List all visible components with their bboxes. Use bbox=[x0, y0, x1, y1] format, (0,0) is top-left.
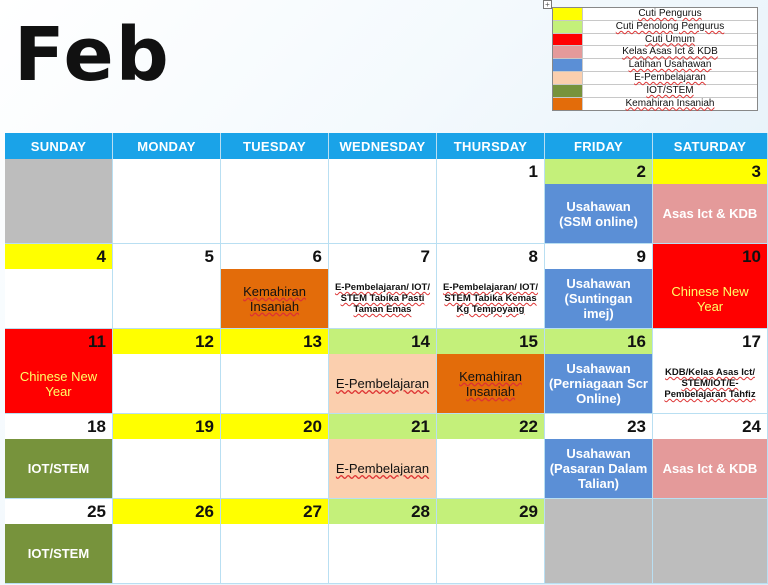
legend-label: Kelas Asas Ict & KDB bbox=[622, 46, 718, 58]
event-text: E-Pembelajaran/ IOT/ STEM Tabika Kemas Kg Tempoyang bbox=[442, 282, 539, 315]
event-text: Chinese New Year bbox=[671, 283, 749, 314]
day-number: 5 bbox=[113, 244, 220, 269]
day-header-tuesday: TUESDAY bbox=[221, 133, 329, 159]
day-number: 21 bbox=[329, 414, 436, 439]
event-area bbox=[221, 184, 328, 243]
day-number: 22 bbox=[437, 414, 544, 439]
day-cell[interactable] bbox=[653, 414, 768, 499]
event-label bbox=[329, 439, 436, 498]
event-text: IOT/STEM bbox=[27, 546, 90, 561]
day-cell[interactable] bbox=[653, 159, 768, 244]
event-text: Usahawan (SSM online) bbox=[559, 198, 638, 229]
event-area bbox=[221, 524, 328, 583]
legend-swatch bbox=[553, 21, 583, 33]
day-cell[interactable] bbox=[221, 244, 329, 329]
day-cell[interactable] bbox=[329, 329, 437, 414]
day-number bbox=[113, 159, 220, 184]
event-label bbox=[653, 439, 767, 498]
day-cell[interactable] bbox=[545, 159, 653, 244]
day-number: 4 bbox=[5, 244, 112, 269]
event-text: Usahawan (Suntingan imej) bbox=[564, 276, 633, 321]
day-header-sunday: SUNDAY bbox=[5, 133, 113, 159]
day-number: 18 bbox=[5, 414, 112, 439]
day-cell[interactable] bbox=[221, 499, 329, 584]
legend-row bbox=[553, 59, 757, 72]
day-number: 28 bbox=[329, 499, 436, 524]
event-label bbox=[545, 439, 652, 498]
event-text: Asas Ict & KDB bbox=[662, 206, 758, 221]
event-label bbox=[5, 524, 112, 583]
event-label bbox=[329, 269, 436, 328]
legend-row bbox=[553, 34, 757, 47]
empty-day-cell bbox=[545, 499, 653, 584]
legend-row bbox=[553, 46, 757, 59]
day-number: 13 bbox=[221, 329, 328, 354]
event-label bbox=[653, 354, 767, 413]
day-number bbox=[221, 159, 328, 184]
day-cell[interactable] bbox=[5, 414, 113, 499]
event-area bbox=[329, 524, 436, 583]
day-header-friday: FRIDAY bbox=[545, 133, 653, 159]
event-label bbox=[329, 354, 436, 413]
day-cell[interactable] bbox=[5, 329, 113, 414]
legend-label: Kemahiran Insaniah bbox=[625, 97, 715, 109]
event-text: E-Pembelajaran bbox=[335, 461, 430, 476]
day-number: 9 bbox=[545, 244, 652, 269]
event-area bbox=[437, 524, 544, 583]
day-number: 20 bbox=[221, 414, 328, 439]
day-number: 7 bbox=[329, 244, 436, 269]
legend-swatch bbox=[553, 46, 583, 58]
day-number: 23 bbox=[545, 414, 652, 439]
day-number: 12 bbox=[113, 329, 220, 354]
day-number: 26 bbox=[113, 499, 220, 524]
event-text: IOT/STEM bbox=[27, 461, 90, 476]
legend-row bbox=[553, 72, 757, 85]
event-label bbox=[5, 439, 112, 498]
empty-day-cell bbox=[5, 159, 113, 244]
calendar-grid bbox=[5, 133, 768, 585]
day-number: 11 bbox=[5, 329, 112, 354]
event-text: Kemahiran Insaniah bbox=[459, 368, 522, 399]
day-cell[interactable] bbox=[221, 329, 329, 414]
day-number: 3 bbox=[653, 159, 767, 184]
event-label bbox=[653, 269, 767, 328]
day-number: 1 bbox=[437, 159, 544, 184]
legend-label: Latihan Usahawan bbox=[628, 59, 712, 71]
event-label bbox=[545, 354, 652, 413]
day-cell[interactable] bbox=[545, 414, 653, 499]
event-area bbox=[113, 439, 220, 498]
day-number: 6 bbox=[221, 244, 328, 269]
day-number: 27 bbox=[221, 499, 328, 524]
event-label bbox=[545, 184, 652, 243]
event-text: Asas Ict & KDB bbox=[662, 461, 758, 476]
month-title: Feb bbox=[14, 12, 171, 98]
legend-swatch bbox=[553, 59, 583, 71]
day-number: 19 bbox=[113, 414, 220, 439]
empty-day-cell bbox=[653, 499, 768, 584]
event-label bbox=[437, 354, 544, 413]
legend-label: Cuti Pengurus bbox=[638, 8, 702, 19]
event-area bbox=[221, 354, 328, 413]
event-text: E-Pembelajaran bbox=[335, 376, 430, 391]
move-handle-icon[interactable]: + bbox=[543, 0, 552, 9]
legend-label: E-Pembelajaran bbox=[634, 71, 706, 83]
day-cell[interactable] bbox=[437, 329, 545, 414]
day-number: 29 bbox=[437, 499, 544, 524]
day-header-monday: MONDAY bbox=[113, 133, 221, 159]
day-cell[interactable] bbox=[329, 414, 437, 499]
legend-swatch bbox=[553, 8, 583, 20]
legend-label: Cuti Umum bbox=[644, 33, 695, 45]
day-cell[interactable] bbox=[113, 159, 221, 244]
day-number: 17 bbox=[653, 329, 767, 354]
legend-label: IOT/STEM bbox=[646, 84, 694, 96]
day-number: 16 bbox=[545, 329, 652, 354]
day-number: 25 bbox=[5, 499, 112, 524]
legend-table bbox=[552, 7, 758, 111]
day-number: 10 bbox=[653, 244, 767, 269]
day-cell[interactable] bbox=[545, 329, 653, 414]
legend-label: Cuti Penolong Pengurus bbox=[615, 20, 725, 32]
day-number: 8 bbox=[437, 244, 544, 269]
event-text: Kemahiran Insaniah bbox=[243, 283, 306, 314]
event-area bbox=[113, 269, 220, 328]
legend-swatch bbox=[553, 98, 583, 111]
day-cell[interactable] bbox=[113, 244, 221, 329]
event-label bbox=[653, 184, 767, 243]
day-cell[interactable] bbox=[653, 329, 768, 414]
day-number: 24 bbox=[653, 414, 767, 439]
event-text: KDB/Kelas Asas Ict/ STEM/IOT/E-Pembelajaran Tahfiz bbox=[664, 367, 756, 400]
legend-row bbox=[553, 21, 757, 34]
day-cell[interactable] bbox=[437, 414, 545, 499]
event-area bbox=[329, 184, 436, 243]
event-area bbox=[113, 184, 220, 243]
day-cell[interactable] bbox=[545, 244, 653, 329]
event-label bbox=[5, 354, 112, 413]
day-cell[interactable] bbox=[113, 329, 221, 414]
event-area bbox=[221, 439, 328, 498]
day-cell[interactable] bbox=[5, 499, 113, 584]
event-area bbox=[437, 184, 544, 243]
event-area bbox=[113, 354, 220, 413]
event-area bbox=[437, 439, 544, 498]
day-cell[interactable] bbox=[437, 159, 545, 244]
day-cell[interactable] bbox=[113, 499, 221, 584]
day-header-wednesday: WEDNESDAY bbox=[329, 133, 437, 159]
day-number: 15 bbox=[437, 329, 544, 354]
legend-row bbox=[553, 98, 757, 111]
event-text: Usahawan (Pasaran Dalam Talian) bbox=[549, 446, 648, 491]
day-cell[interactable] bbox=[329, 499, 437, 584]
day-number bbox=[329, 159, 436, 184]
day-cell[interactable] bbox=[653, 244, 768, 329]
day-cell[interactable] bbox=[437, 244, 545, 329]
day-cell[interactable] bbox=[221, 159, 329, 244]
day-cell[interactable] bbox=[437, 499, 545, 584]
legend-row bbox=[553, 8, 757, 21]
day-header-thursday: THURSDAY bbox=[437, 133, 545, 159]
day-cell[interactable] bbox=[5, 244, 113, 329]
day-cell[interactable] bbox=[329, 159, 437, 244]
legend-swatch bbox=[553, 34, 583, 46]
legend-swatch bbox=[553, 72, 583, 84]
event-area bbox=[113, 524, 220, 583]
legend-row bbox=[553, 85, 757, 98]
event-area bbox=[5, 269, 112, 328]
day-number: 14 bbox=[329, 329, 436, 354]
day-cell[interactable] bbox=[329, 244, 437, 329]
day-number: 2 bbox=[545, 159, 652, 184]
event-text: Usahawan (Perniagaan Scr Online) bbox=[549, 361, 648, 406]
event-text: Chinese New Year bbox=[19, 368, 98, 399]
event-label bbox=[545, 269, 652, 328]
day-header-saturday: SATURDAY bbox=[653, 133, 768, 159]
day-cell[interactable] bbox=[221, 414, 329, 499]
day-cell[interactable] bbox=[113, 414, 221, 499]
event-text: E-Pembelajaran/ IOT/ STEM Tabika Pasti Taman Emas bbox=[334, 282, 431, 315]
legend-swatch bbox=[553, 85, 583, 97]
event-label bbox=[437, 269, 544, 328]
event-label bbox=[221, 269, 328, 328]
